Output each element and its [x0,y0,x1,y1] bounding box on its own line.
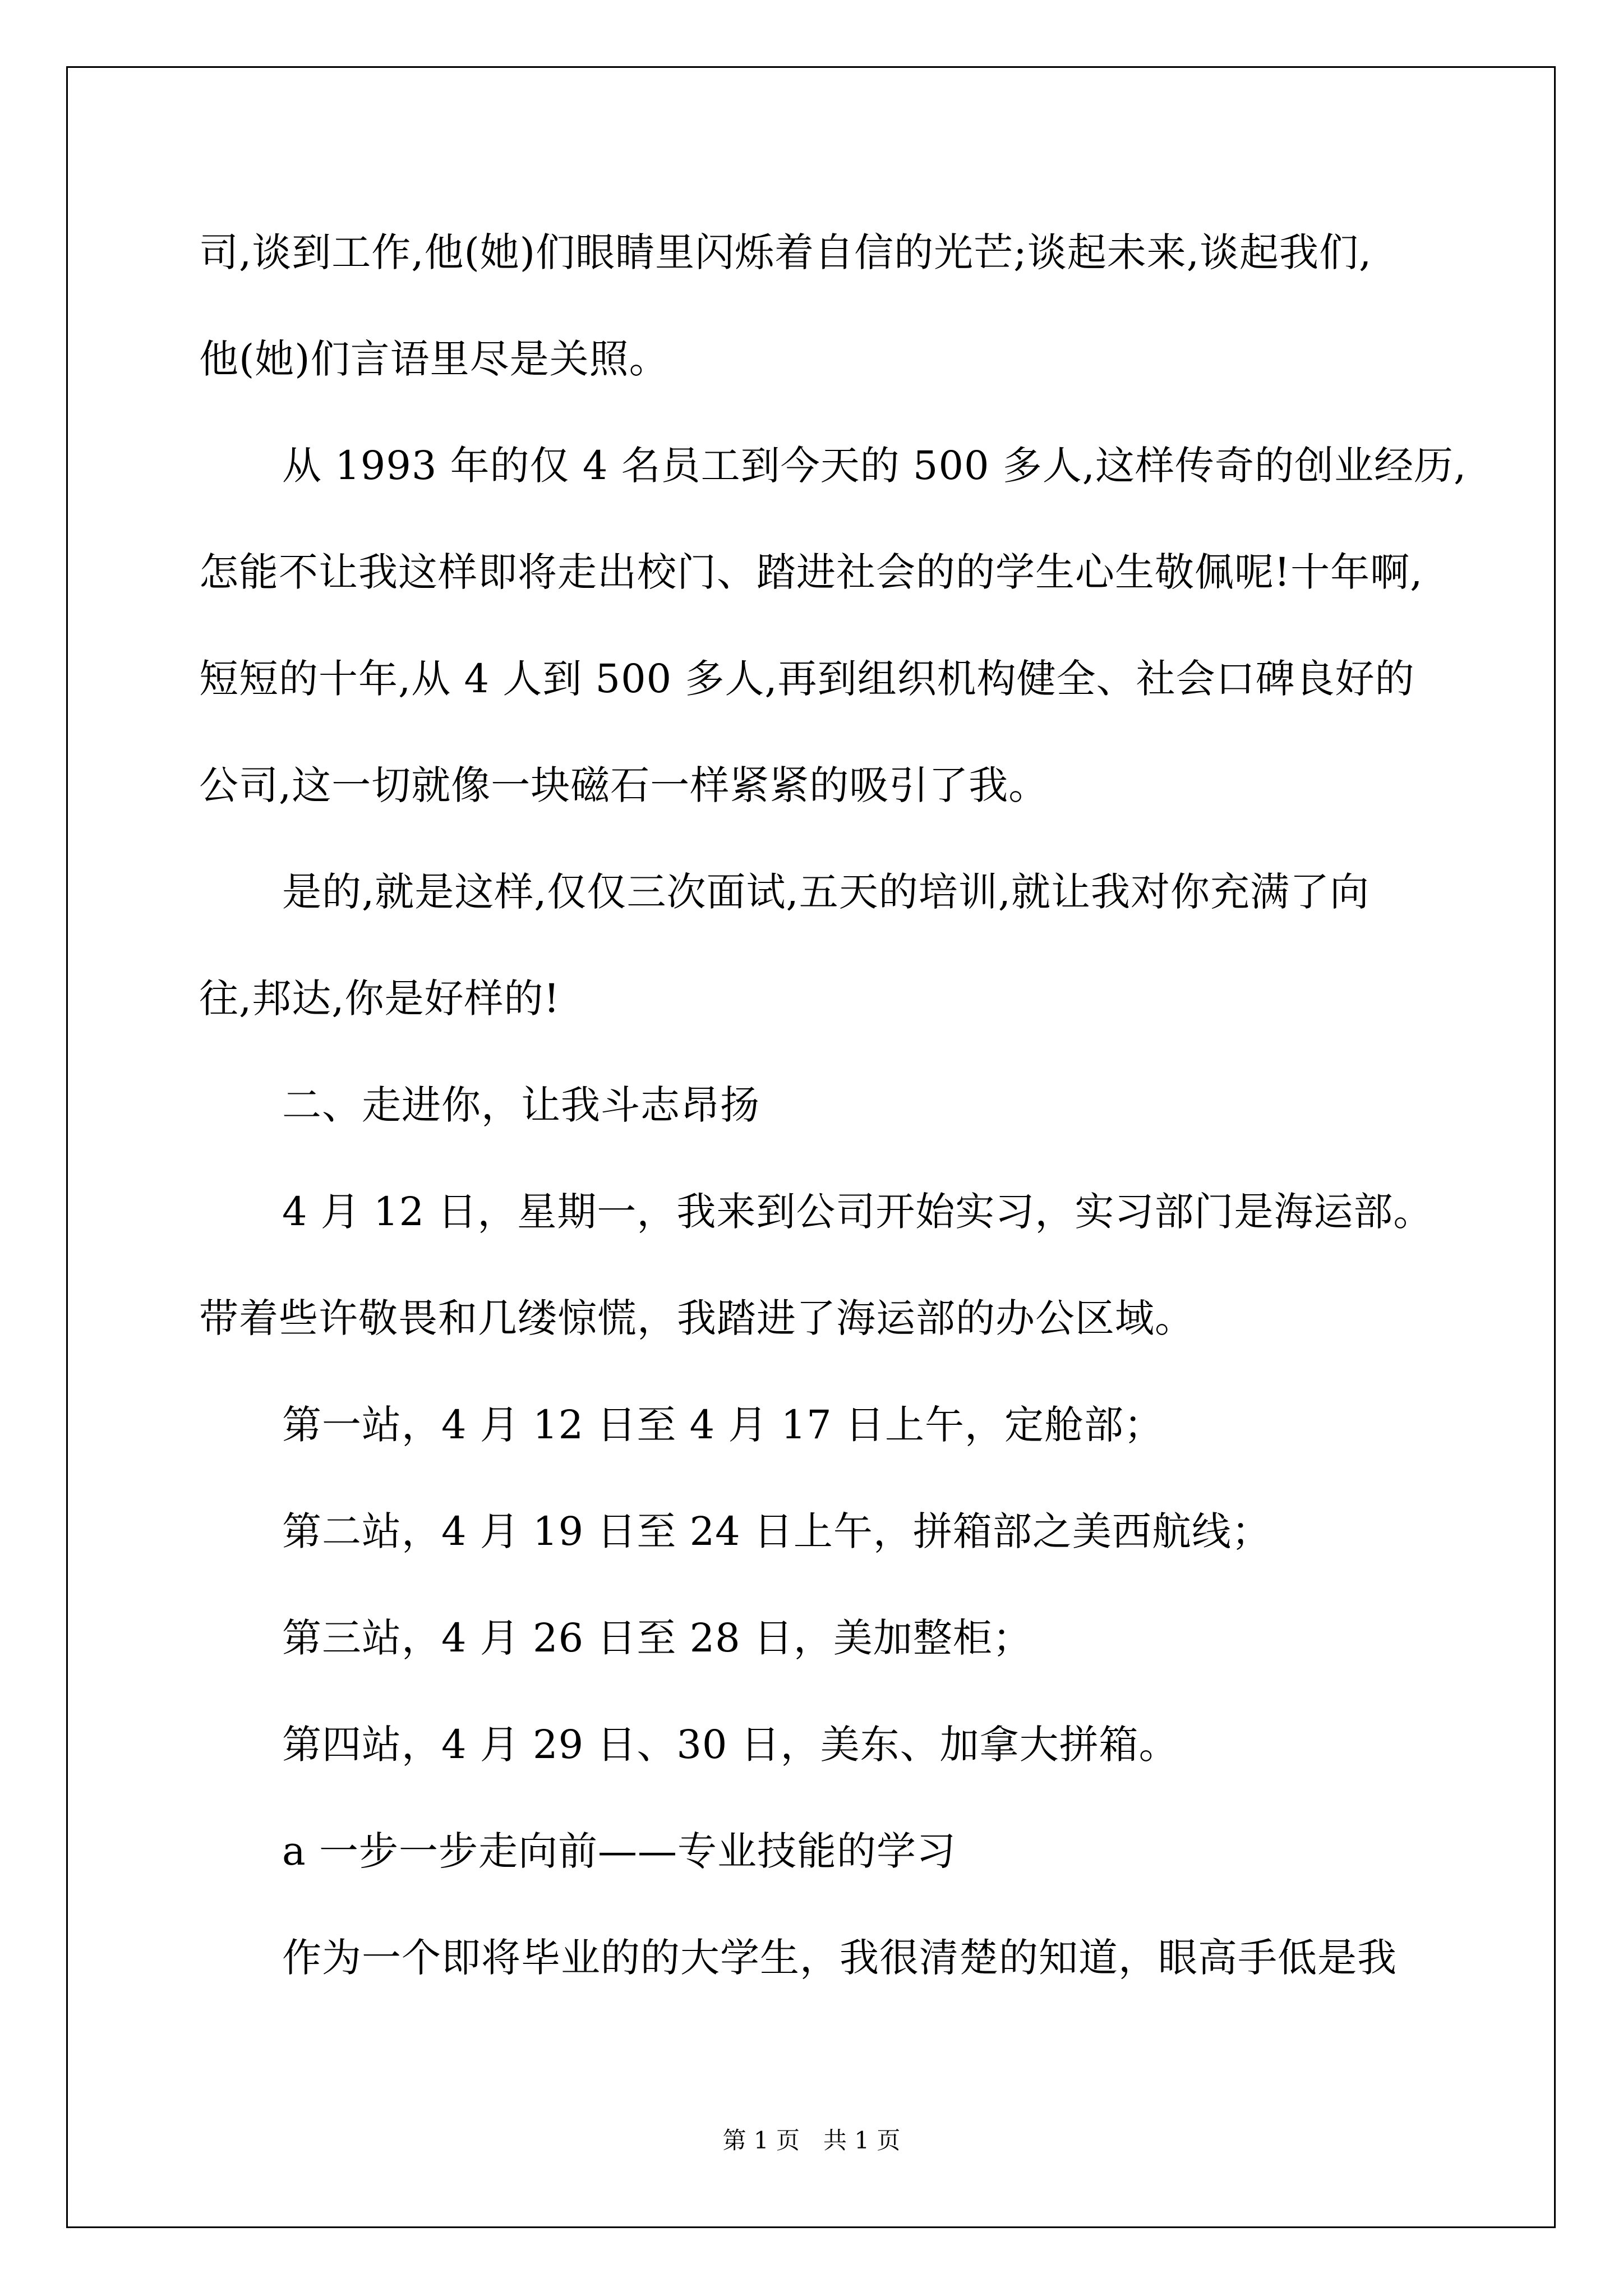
text-line: 短短的十年,从 4 人到 500 多人,再到组织机构健全、社会口碑良好的 [199,656,1415,702]
schedule-item: 第二站，4 月 19 日至 24 日上午，拼箱部之美西航线； [282,1508,1271,1554]
paragraph-start-line: 作为一个即将毕业的的大学生，我很清楚的知道，眼高手低是我 [282,1935,1397,1981]
text-line: 他(她)们言语里尽是关照。 [199,336,669,382]
schedule-item: 第四站，4 月 29 日、30 日，美东、加拿大拼箱。 [282,1722,1179,1768]
subsection-heading: a 一步一步走向前——专业技能的学习 [282,1828,956,1874]
schedule-item: 第三站，4 月 26 日至 28 日，美加整柜； [282,1615,1032,1661]
paragraph-start-line: 是的,就是这样,仅仅三次面试,五天的培训,就让我对你充满了向 [282,869,1370,915]
page-border [66,66,1556,2228]
text-line: 怎能不让我这样即将走出校门、踏进社会的的学生心生敬佩呢!十年啊, [199,549,1423,595]
section-heading: 二、走进你，让我斗志昂扬 [282,1082,760,1128]
text-line: 往,邦达,你是好样的! [199,976,560,1022]
paragraph-start-line: 从 1993 年的仅 4 名员工到今天的 500 多人,这样传奇的创业经历, [282,443,1467,489]
paragraph-start-line: 4 月 12 日，星期一，我来到公司开始实习，实习部门是海运部。 [282,1189,1433,1235]
page-number-footer: 第 1 页 共 1 页 [722,2127,901,2154]
text-line: 公司,这一切就像一块磁石一样紧紧的吸引了我。 [199,762,1049,808]
schedule-item: 第一站，4 月 12 日至 4 月 17 日上午，定舱部； [282,1402,1164,1448]
text-line: 带着些许敬畏和几缕惊慌，我踏进了海运部的办公区域。 [199,1295,1195,1341]
text-line: 司,谈到工作,他(她)们眼睛里闪烁着自信的光芒;谈起未来,谈起我们, [199,229,1372,275]
